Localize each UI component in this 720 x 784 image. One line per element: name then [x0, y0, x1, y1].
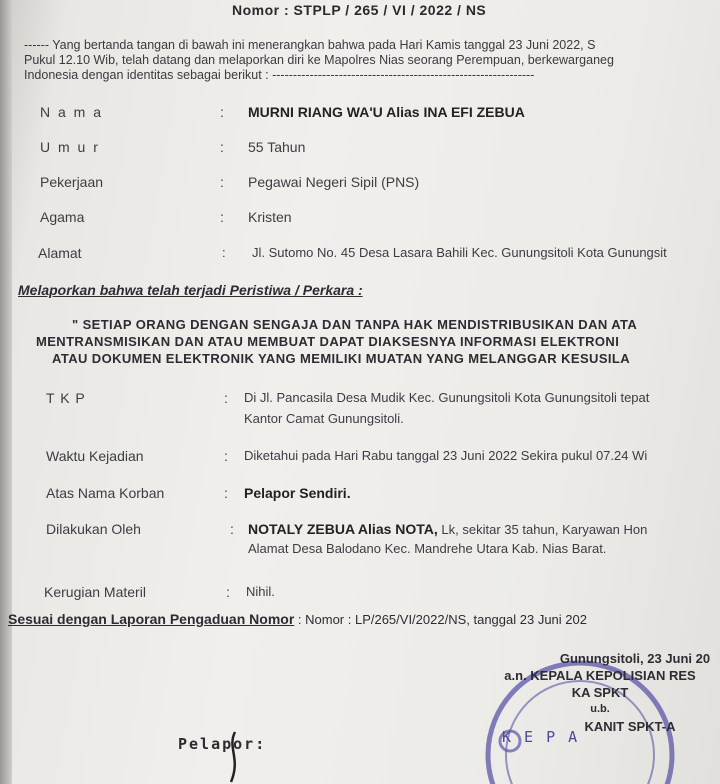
field-value-nama: MURNI RIANG WA'U Alias INA EFI ZEBUA — [248, 104, 525, 120]
colon: : — [224, 448, 228, 464]
signature-block — [470, 650, 720, 735]
document-number: Nomor : STPLP / 265 / VI / 2022 / NS — [232, 2, 487, 18]
suspect-name: NOTALY ZEBUA Alias NOTA, — [248, 521, 438, 537]
colon: : — [226, 584, 230, 600]
field-value-pelaku-line2: Alamat Desa Balodano Kec. Mandrehe Utara Kab. Nias Barat. — [248, 541, 607, 556]
field-label: Dilakukan Oleh — [46, 521, 141, 537]
field-value-tkp-line2: Kantor Camat Gunungsitoli. — [244, 411, 404, 426]
quote-line: MENTRANSMISIKAN DAN ATAU MEMBUAT DAPAT DIAKSESNYA INFORMASI ELEKTRONI — [36, 334, 620, 349]
quote-line: " SETIAP ORANG DENGAN SENGAJA DAN TANPA HAK MENDISTRIBUSIKAN DAN ATA — [72, 317, 638, 332]
field-label: Kerugian Materil — [44, 584, 146, 600]
field-value-pekerjaan: Pegawai Negeri Sipil (PNS) — [248, 174, 420, 190]
field-label: Alamat — [38, 245, 82, 261]
field-value-korban: Pelapor Sendiri. — [244, 485, 351, 501]
page-shadow-edge — [0, 0, 12, 784]
signature-unit: KA SPKT — [571, 685, 629, 700]
signature-kanit: KANIT SPKT-A — [584, 719, 676, 734]
signature-title: a.n. KEPALA KEPOLISIAN RES — [504, 668, 696, 683]
colon: : — [220, 174, 224, 190]
field-label: U m u r — [40, 139, 100, 155]
colon: : — [230, 521, 234, 537]
intro-line: Pukul 12.10 Wib, telah datang dan melaporkan diri ke Mapolres Nias seorang Perempuan, berkewarganeg — [24, 53, 614, 67]
reference-line — [8, 611, 587, 627]
field-value-tkp: Di Jl. Pancasila Desa Mudik Kec. Gunungsitoli Kota Gunungsitoli tepat — [244, 390, 650, 405]
field-value-waktu: Diketahui pada Hari Rabu tanggal 23 Juni 2022 Sekira pukul 07.24 Wi — [244, 448, 648, 463]
signature-place-date: Gunungsitoli, 23 Juni 20 — [559, 651, 711, 666]
quote-line: ATAU DOKUMEN ELEKTRONIK YANG MEMILIKI MUATAN YANG MELANGGAR KESUSILA — [52, 351, 631, 366]
signature-ub: u.b. — [590, 703, 610, 715]
field-label: Agama — [40, 209, 85, 225]
intro-paragraph — [24, 38, 720, 83]
colon: : — [222, 245, 226, 260]
reference-number: : Nomor : LP/265/VI/2022/NS, tanggal 23 Juni 202 — [294, 612, 587, 627]
suspect-info: Lk, sekitar 35 tahun, Karyawan Hon — [437, 522, 648, 537]
field-label: Pekerjaan — [40, 174, 104, 190]
field-label: Atas Nama Korban — [46, 485, 165, 501]
field-value-alamat: Jl. Sutomo No. 45 Desa Lasara Bahili Kec. Gunungsitoli Kota Gunungsit — [252, 245, 667, 260]
colon: : — [220, 104, 224, 120]
intro-line: ------ Yang bertanda tangan di bawah ini menerangkan bahwa pada Hari Kamis tanggal 23 Juni 2022, S — [24, 38, 596, 52]
field-value-kerugian: Nihil. — [246, 584, 275, 599]
reference-label: Sesuai dengan Laporan Pengaduan Nomor — [8, 611, 295, 627]
colon: : — [224, 390, 228, 406]
section-title: Melaporkan bahwa telah terjadi Peristiwa / Perkara : — [18, 282, 363, 298]
offense-description — [36, 316, 720, 367]
colon: : — [220, 139, 224, 155]
reporter-signature-scribble — [215, 730, 255, 784]
field-value-agama: Kristen — [248, 209, 292, 225]
field-value-pelaku — [248, 521, 647, 537]
field-label: T K P — [46, 390, 86, 406]
field-label: Waktu Kejadian — [46, 448, 144, 464]
field-value-umur: 55 Tahun — [248, 139, 306, 155]
colon: : — [220, 209, 224, 225]
colon: : — [224, 485, 228, 501]
intro-line: Indonesia dengan identitas sebagai berikut : --------------------------------------------------------------- — [24, 68, 535, 82]
stamp-text: K E P A — [502, 728, 580, 746]
field-label: N a m a — [40, 104, 104, 120]
reporter-signature-label: Pelapor: — [178, 735, 267, 753]
